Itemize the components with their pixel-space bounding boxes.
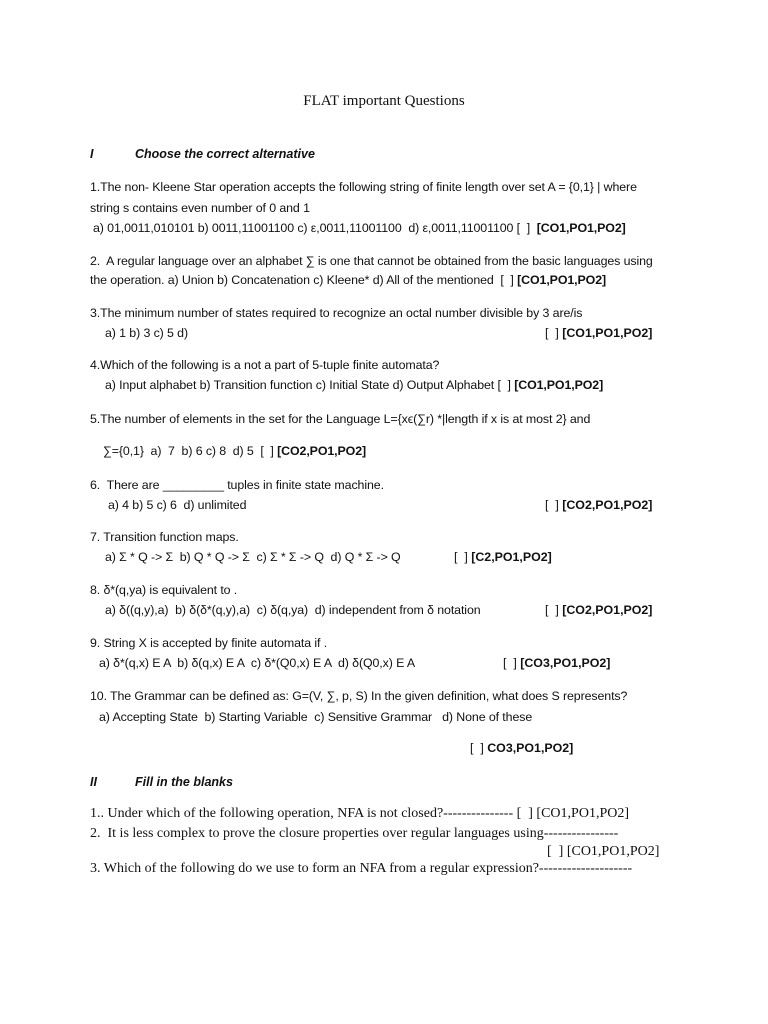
answer-bracket: [ ] — [545, 603, 559, 617]
outcome-code: [CO1,PO1,PO2] — [517, 273, 607, 287]
question-8-options: a) δ((q,y),a) b) δ(δ*(q,y),a) c) δ(q,ya) d) independent from δ notation — [105, 603, 481, 617]
question-9-line-1: 9. String X is accepted by finite automata if . — [90, 636, 328, 650]
question-1-line-2: string s contains even number of 0 and 1 — [90, 201, 310, 215]
question-6-line-1: 6. There are _________ tuples in finite state machine. — [90, 478, 384, 492]
question-2-line-1: 2. A regular language over an alphabet ∑ is one that cannot be obtained from the basic languages using — [90, 254, 653, 268]
outcome-code: [CO2,PO1,PO2] — [562, 603, 653, 617]
section-1-heading — [90, 147, 315, 161]
question-10-line-1: 10. The Grammar can be defined as: G=(V, ∑, p, S) In the given definition, what does S represents? — [90, 689, 628, 703]
question-5-options — [103, 444, 366, 458]
question-1-options — [93, 221, 626, 235]
question-7-options: a) Σ * Q -> Σ b) Q * Q -> Σ c) Σ * Σ -> Q d) Q * Σ -> Q — [105, 550, 401, 564]
question-8-answer — [545, 603, 652, 617]
answer-bracket: [ ] — [454, 550, 468, 564]
section-title: Choose the correct alternative — [135, 147, 315, 161]
answer-bracket: [ ] — [545, 326, 559, 340]
options-text: a) Input alphabet b) Transition function c) Initial State d) Output Alphabet [ ] — [105, 378, 511, 392]
question-4-line-1: 4.Which of the following is a not a part of 5-tuple finite automata? — [90, 358, 440, 372]
blank-1: 1.. Under which of the following operation, NFA is not closed?--------------- [ ] [CO1,PO1,PO2] — [90, 806, 629, 821]
question-1-line-1: 1.The non- Kleene Star operation accepts the following string of finite length over set A = {0,1} | where — [90, 180, 637, 194]
blank-2-answer: [ ] [CO1,PO1,PO2] — [547, 844, 660, 859]
question-5-line-1: 5.The number of elements in the set for the Language L={xϵ(∑r) *|length if x is at most 2} and — [90, 412, 591, 426]
question-9-options: a) δ*(q,x) E A b) δ(q,x) E A c) δ*(Q0,x) E A d) δ(Q0,x) E A — [99, 656, 416, 670]
outcome-code: [CO2,PO1,PO2] — [562, 498, 653, 512]
outcome-code: [CO1,PO1,PO2] — [536, 221, 626, 235]
answer-bracket: [ ] — [545, 498, 559, 512]
section-2-heading — [90, 775, 233, 789]
question-3-answer — [545, 326, 652, 340]
options-text: ∑={0,1} a) 7 b) 6 c) 8 d) 5 [ ] — [103, 444, 274, 458]
outcome-code: [CO1,PO1,PO2] — [514, 378, 604, 392]
question-6-options: a) 4 b) 5 c) 6 d) unlimited — [108, 498, 247, 512]
outcome-code: [C2,PO1,PO2] — [471, 550, 552, 564]
blank-3: 3. Which of the following do we use to form an NFA from a regular expression?-------------------- — [90, 861, 633, 876]
question-7-line-1: 7. Transition function maps. — [90, 530, 239, 544]
options-text: the operation. a) Union b) Concatenation c) Kleene* d) All of the mentioned [ ] — [90, 273, 514, 287]
section-title: Fill in the blanks — [135, 775, 233, 789]
question-9-answer — [503, 656, 610, 670]
question-3-options: a) 1 b) 3 c) 5 d) — [105, 326, 189, 340]
outcome-code: [CO2,PO1,PO2] — [277, 444, 367, 458]
question-10-answer — [470, 741, 573, 755]
options-text: a) 01,0011,010101 b) 0011,11001100 c) ε,0011,11001100 d) ε,0011,11001100 [ ] — [93, 221, 531, 235]
question-2-line-2 — [90, 273, 606, 287]
answer-bracket: [ ] — [470, 741, 484, 755]
question-6-answer — [545, 498, 652, 512]
question-4-options — [105, 378, 603, 392]
section-number: I — [90, 147, 94, 161]
question-3-line-1: 3.The minimum number of states required to recognize an octal number divisible by 3 are/is — [90, 306, 583, 320]
outcome-code: [CO3,PO1,PO2] — [520, 656, 611, 670]
page-title: FLAT important Questions — [303, 93, 465, 109]
question-10-options: a) Accepting State b) Starting Variable c) Sensitive Grammar d) None of these — [99, 710, 533, 724]
question-7-answer — [454, 550, 552, 564]
blank-2: 2. It is less complex to prove the closure properties over regular languages using---------------- — [90, 826, 619, 841]
outcome-code: [CO1,PO1,PO2] — [562, 326, 653, 340]
answer-bracket: [ ] — [503, 656, 517, 670]
outcome-code: CO3,PO1,PO2] — [487, 741, 574, 755]
section-number: II — [90, 775, 97, 789]
question-8-line-1: 8. δ*(q,ya) is equivalent to . — [90, 583, 238, 597]
